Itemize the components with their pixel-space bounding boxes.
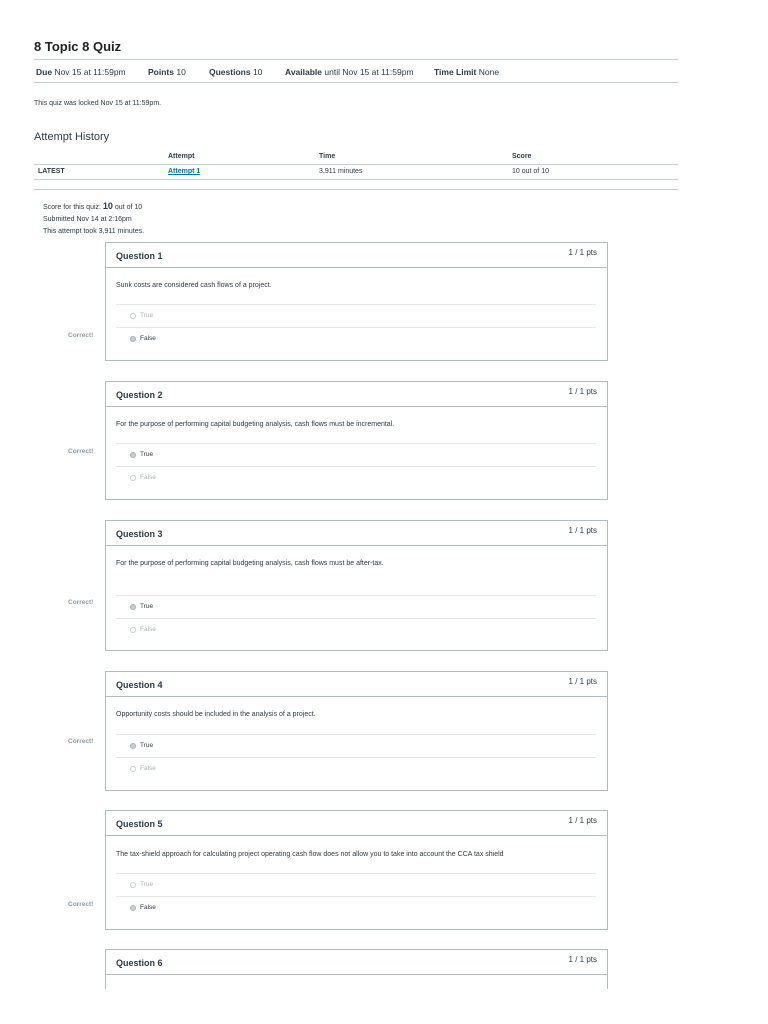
answer-option[interactable]	[116, 443, 596, 466]
time-limit-label: Time Limit	[434, 67, 477, 77]
time-limit-value: None	[478, 67, 500, 77]
answer-option[interactable]	[116, 618, 596, 641]
answer-option[interactable]	[116, 466, 596, 489]
correct-label: Correct!	[68, 738, 94, 745]
attempt-time: 3,911 minutes	[319, 168, 363, 175]
answer-label: False	[140, 626, 156, 633]
answer-option[interactable]	[116, 327, 596, 350]
question-card	[105, 810, 608, 930]
correct-label: Correct!	[68, 332, 94, 339]
answer-label: False	[140, 904, 156, 911]
question-header	[106, 672, 607, 697]
questions-value: 10	[252, 67, 263, 77]
answer-label: False	[140, 474, 156, 481]
question-title: Question 5	[116, 819, 163, 829]
question-card	[105, 520, 608, 651]
answer-label: False	[140, 335, 156, 342]
radio-unselected-icon[interactable]	[130, 627, 136, 633]
question-points: 1 / 1 pts	[568, 248, 597, 257]
answer-label: True	[140, 312, 154, 319]
question-text: For the purpose of performing capital budgeting analysis, cash flows must be incremental.	[116, 421, 395, 428]
column-header-time: Time	[319, 153, 336, 160]
question-points: 1 / 1 pts	[568, 677, 597, 686]
score-prefix: Score for this quiz:	[43, 204, 101, 211]
due-label: Due	[36, 67, 53, 77]
radio-selected-icon[interactable]	[130, 604, 136, 610]
radio-unselected-icon[interactable]	[130, 475, 136, 481]
question-title: Question 3	[116, 529, 163, 539]
question-title: Question 6	[116, 958, 163, 968]
answer-label: True	[140, 881, 154, 888]
question-title: Question 1	[116, 251, 163, 261]
question-title: Question 4	[116, 680, 163, 690]
radio-unselected-icon[interactable]	[130, 882, 136, 888]
question-header	[106, 950, 607, 975]
radio-selected-icon[interactable]	[130, 336, 136, 342]
radio-unselected-icon[interactable]	[130, 313, 136, 319]
radio-selected-icon[interactable]	[130, 743, 136, 749]
question-title: Question 2	[116, 390, 163, 400]
locked-message: This quiz was locked Nov 15 at 11:59pm.	[34, 100, 162, 107]
due-info	[36, 67, 126, 77]
question-text: Opportunity costs should be included in the analysis of a project.	[116, 711, 316, 718]
divider	[34, 189, 678, 190]
question-text: The tax-shield approach for calculating project operating cash flow does not allow you to take into account the CCA tax shield	[116, 851, 504, 858]
duration-line: This attempt took 3,911 minutes.	[43, 228, 145, 235]
answer-option[interactable]	[116, 873, 596, 896]
correct-label: Correct!	[68, 448, 94, 455]
question-header	[106, 382, 607, 407]
questions-label: Questions	[209, 67, 251, 77]
question-text: For the purpose of performing capital budgeting analysis, cash flows must be after-tax.	[116, 560, 384, 567]
radio-selected-icon[interactable]	[130, 905, 136, 911]
score-value: 10	[102, 201, 113, 211]
column-header-score: Score	[512, 153, 532, 160]
attempt-link[interactable]: Attempt 1	[168, 168, 201, 175]
page-title: 8 Topic 8 Quiz	[34, 39, 122, 54]
table-row	[34, 165, 678, 180]
available-label: Available	[285, 67, 323, 77]
points-label: Points	[148, 67, 174, 77]
score-line	[43, 200, 144, 214]
answer-option[interactable]	[116, 734, 596, 757]
question-text: Sunk costs are considered cash flows of a project.	[116, 282, 272, 289]
correct-label: Correct!	[68, 599, 94, 606]
answer-label: True	[140, 603, 154, 610]
question-header	[106, 243, 607, 268]
radio-selected-icon[interactable]	[130, 452, 136, 458]
submitted-line: Submitted Nov 14 at 2:16pm	[43, 216, 132, 223]
answer-label: True	[140, 742, 154, 749]
question-card	[105, 381, 608, 500]
answer-option[interactable]	[116, 304, 596, 327]
score-summary	[43, 200, 144, 238]
question-points: 1 / 1 pts	[568, 387, 597, 396]
answer-option[interactable]	[116, 896, 596, 919]
points-info	[148, 67, 186, 77]
attempt-score: 10 out of 10	[512, 168, 549, 175]
score-suffix: out of 10	[114, 204, 143, 211]
answer-label: True	[140, 451, 154, 458]
quiz-details-bar	[34, 59, 678, 83]
available-info	[285, 67, 414, 77]
due-value: Nov 15 at 11:59pm	[54, 67, 126, 77]
question-card	[105, 949, 608, 989]
question-points: 1 / 1 pts	[568, 816, 597, 825]
time-limit-info	[434, 67, 499, 77]
attempt-history-title: Attempt History	[34, 131, 110, 143]
questions-info	[209, 67, 262, 77]
answer-option[interactable]	[116, 757, 596, 780]
latest-label: LATEST	[38, 168, 65, 175]
answer-option[interactable]	[116, 595, 596, 618]
question-header	[106, 521, 607, 546]
question-points: 1 / 1 pts	[568, 955, 597, 964]
column-header-attempt: Attempt	[168, 153, 195, 160]
available-value: until Nov 15 at 11:59pm	[324, 67, 414, 77]
question-points: 1 / 1 pts	[568, 526, 597, 535]
answer-label: False	[140, 765, 156, 772]
radio-unselected-icon[interactable]	[130, 766, 136, 772]
question-card	[105, 242, 608, 361]
points-value: 10	[176, 67, 186, 77]
question-header	[106, 811, 607, 836]
question-card	[105, 671, 608, 791]
table-header-row	[34, 150, 678, 165]
correct-label: Correct!	[68, 901, 94, 908]
